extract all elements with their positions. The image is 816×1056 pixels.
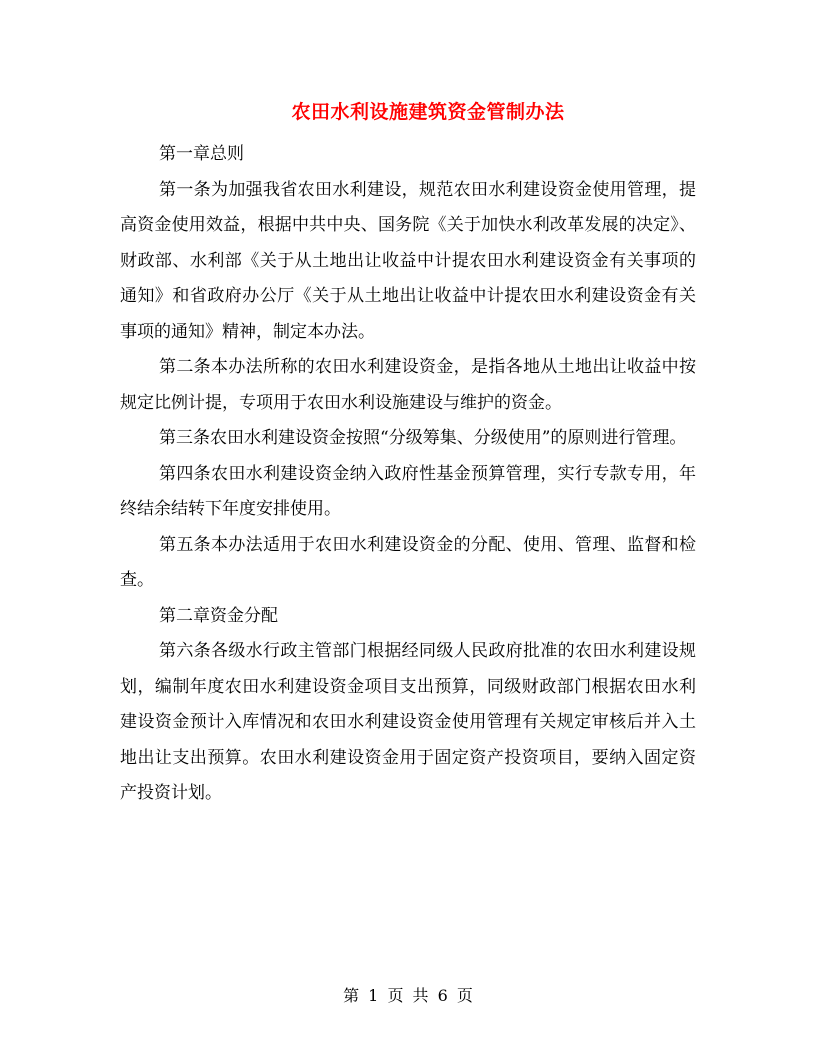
article-paragraph: 第六条各级水行政主管部门根据经同级人民政府批准的农田水利建设规划，编制年度农田水利建设资金项目支出预算，同级财政部门根据农田水利建设资金预计入库情况和农田水利建设资金使用管理有关规定审核后并入土地出让支出预算。农田水利建设资金用于固定资产投资项目，要纳入固定资产投资计划。 <box>120 641 696 803</box>
article-paragraph: 第一条为加强我省农田水利建设，规范农田水利建设资金使用管理，提高资金使用效益，根据中共中央、国务院《关于加快水利改革发展的决定》、财政部、水利部《关于从土地出让收益中计提农田水利建设资金有关事项的通知》和省政府办公厅《关于从土地出让收益中计提农田水利建设资金有关事项的通知》精神，制定本办法。 <box>120 179 696 342</box>
article-paragraph: 第四条农田水利建设资金纳入政府性基金预算管理，实行专款专用，年终结余结转下年度安排使用。 <box>120 463 696 519</box>
article-paragraph: 第五条本办法适用于农田水利建设资金的分配、使用、管理、监督和检查。 <box>120 534 696 590</box>
document-body <box>120 137 696 812</box>
page-number-footer: 第 1 页 共 6 页 <box>343 986 473 1005</box>
document-title: 农田水利设施建筑资金管制办法 <box>291 101 565 123</box>
chapter-heading: 第一章总则 <box>159 144 244 164</box>
chapter-heading: 第二章资金分配 <box>159 605 278 626</box>
article-paragraph: 第三条农田水利建设资金按照“分级筹集、分级使用”的原则进行管理。 <box>159 428 687 448</box>
article-paragraph: 第二条本办法所称的农田水利建设资金，是指各地从土地出让收益中按规定比例计提，专项用于农田水利设施建设与维护的资金。 <box>120 357 696 413</box>
